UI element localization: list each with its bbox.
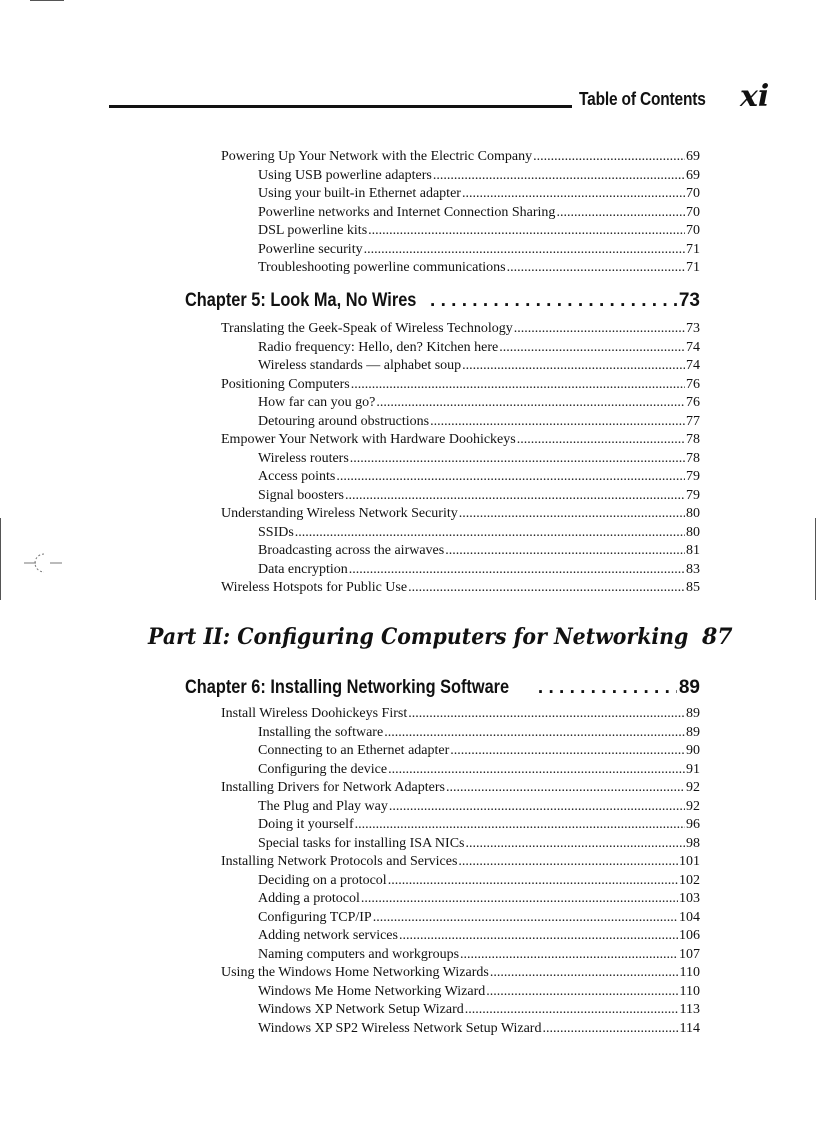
toc-entry-page: 85	[686, 580, 700, 595]
toc-entry-page: 92	[686, 780, 700, 795]
toc-entry-title: How far can you go?	[258, 395, 376, 410]
toc-entry-title: Windows Me Home Networking Wizard	[258, 983, 486, 999]
toc-entry-page: 74	[686, 339, 700, 355]
toc-entry-page: 74	[686, 358, 700, 373]
crop-mark	[30, 0, 64, 1]
toc-entry	[258, 542, 700, 561]
leader-dots	[295, 524, 685, 543]
toc-entry-page: 98	[686, 835, 700, 851]
leader-dots	[389, 798, 685, 817]
chapter-heading	[185, 290, 700, 312]
toc-entry-title: Windows XP Network Setup Wizard	[258, 1002, 464, 1017]
toc-entry-title: Powerline networks and Internet Connection Sharing	[258, 204, 556, 220]
toc-entry	[258, 394, 700, 413]
leader-dots	[490, 964, 679, 983]
toc-entry	[258, 761, 700, 780]
toc-entry	[258, 413, 700, 432]
leader-dots	[459, 505, 685, 524]
toc-entry-title: Powerline security	[258, 241, 363, 257]
toc-entry	[221, 579, 700, 598]
toc-entry-page: 79	[686, 487, 700, 503]
toc-entry-page: 78	[686, 432, 700, 447]
toc-entry-title: Deciding on a protocol	[258, 872, 387, 888]
toc-entry	[221, 320, 700, 339]
toc-entry-title: Broadcasting across the airwaves	[258, 543, 445, 558]
leader-dots	[399, 927, 678, 946]
toc-entry-title: Positioning Computers	[221, 376, 350, 392]
toc-entry-page: 113	[679, 1002, 700, 1017]
part-heading	[148, 624, 733, 650]
leader-dots	[430, 290, 677, 312]
leader-dots	[350, 450, 685, 469]
toc-entry-title: Installing the software	[258, 724, 384, 740]
leader-dots	[445, 542, 685, 561]
leader-dots	[388, 761, 685, 780]
toc-entry	[221, 376, 700, 395]
leader-dots	[384, 724, 685, 743]
toc-entry-title: Adding a protocol	[258, 891, 360, 906]
leader-dots	[507, 259, 685, 278]
leader-dots	[499, 339, 685, 358]
toc-entry-page: 78	[686, 450, 700, 466]
toc-entry	[258, 1001, 700, 1020]
toc-entry-page: 102	[679, 872, 700, 888]
toc-entry	[258, 524, 700, 543]
leader-dots	[556, 204, 685, 223]
toc-entry	[258, 890, 700, 909]
leader-dots	[465, 1001, 679, 1020]
toc-entry	[258, 724, 700, 743]
toc-entry	[258, 204, 700, 223]
leader-dots	[376, 394, 685, 413]
part-page: 87	[702, 624, 733, 650]
toc-entry	[221, 148, 700, 167]
toc-entry-page: 76	[686, 395, 700, 410]
header-rule	[109, 105, 572, 108]
toc-entry	[258, 983, 700, 1002]
toc-entry-page: 103	[679, 891, 700, 906]
toc-entry-page: 83	[686, 561, 700, 577]
toc-entry	[258, 872, 700, 891]
crop-mark	[0, 518, 1, 600]
toc-entry-title: Using your built-in Ethernet adapter	[258, 186, 461, 201]
chapter-heading	[185, 677, 700, 699]
toc-entry	[221, 964, 700, 983]
toc-entry-page: 70	[686, 223, 700, 238]
toc-entry-title: Configuring TCP/IP	[258, 909, 372, 925]
toc-entry-page: 79	[686, 469, 700, 484]
toc-entry	[258, 357, 700, 376]
leader-dots	[538, 677, 677, 699]
leader-dots	[430, 413, 685, 432]
toc-entry-page: 101	[679, 854, 700, 869]
toc-entry	[258, 946, 700, 965]
leader-dots	[514, 320, 685, 339]
toc-entry-page: 69	[686, 149, 700, 164]
leader-dots	[388, 872, 678, 891]
toc-entry-title: Data encryption	[258, 561, 348, 577]
toc-entry-page: 71	[686, 241, 700, 257]
leader-dots	[336, 468, 685, 487]
toc-entry-title: Using USB powerline adapters	[258, 167, 432, 183]
toc-entry-title: Using the Windows Home Networking Wizards	[221, 965, 489, 980]
toc-entry-title: Windows XP SP2 Wireless Network Setup Wizard	[258, 1020, 542, 1036]
leader-dots	[349, 561, 685, 580]
toc-entry-title: Doing it yourself	[258, 817, 354, 832]
toc-entry-title: Signal boosters	[258, 487, 344, 503]
registration-mark-icon	[22, 548, 62, 578]
toc-entry-title: Special tasks for installing ISA NICs	[258, 835, 465, 851]
toc-entry	[258, 222, 700, 241]
leader-dots	[368, 222, 685, 241]
toc-entry	[258, 798, 700, 817]
toc-entry	[258, 468, 700, 487]
toc-entry-page: 80	[686, 524, 700, 540]
toc-entry-title: SSIDs	[258, 524, 294, 540]
toc-entry-page: 70	[686, 204, 700, 220]
page-number: xi	[740, 79, 770, 114]
leader-dots	[458, 853, 678, 872]
toc-entry	[258, 909, 700, 928]
toc-entry-page: 106	[679, 928, 700, 943]
toc-entry-title: Installing Network Protocols and Services	[221, 854, 458, 869]
toc-entry-title: Wireless routers	[258, 450, 349, 466]
toc-entry-page: 71	[686, 260, 700, 275]
leader-dots	[486, 983, 678, 1002]
toc-entry-title: Understanding Wireless Network Security	[221, 506, 458, 521]
toc-entry	[221, 779, 700, 798]
toc-entry-page: 89	[686, 724, 700, 740]
toc-entry	[258, 259, 700, 278]
toc-entry	[258, 487, 700, 506]
leader-dots	[373, 909, 678, 928]
toc-entry-page: 104	[679, 909, 700, 925]
toc-entry	[258, 167, 700, 186]
toc-entry	[221, 705, 700, 724]
toc-entry	[258, 1020, 700, 1039]
toc-entry-title: Install Wireless Doohickeys First	[221, 706, 408, 721]
leader-dots	[433, 167, 685, 186]
toc-entry-page: 114	[679, 1020, 700, 1036]
toc-entry-title: Radio frequency: Hello, den? Kitchen here	[258, 339, 499, 355]
part-title: Part II: Configuring Computers for Networking	[148, 624, 689, 650]
toc-entry-title: Wireless Hotspots for Public Use	[221, 580, 408, 595]
toc-entry	[258, 742, 700, 761]
toc-entry-title: DSL powerline kits	[258, 223, 368, 238]
leader-dots	[364, 241, 685, 260]
toc-entry	[258, 816, 700, 835]
toc-entry-page: 89	[686, 706, 700, 721]
toc-entry-title: Wireless standards — alphabet soup	[258, 358, 462, 373]
toc-entry-title: Adding network services	[258, 928, 398, 943]
leader-dots	[542, 1020, 678, 1039]
toc-entry-title: Installing Drivers for Network Adapters	[221, 780, 445, 795]
running-header-title: Table of Contents	[579, 89, 706, 109]
leader-dots	[408, 579, 685, 598]
toc-entry-title: Translating the Geek-Speak of Wireless Technology	[221, 321, 513, 336]
toc-entry	[258, 561, 700, 580]
leader-dots	[351, 376, 685, 395]
toc-entry-page: 69	[686, 167, 700, 183]
toc-entry	[258, 185, 700, 204]
toc-entry-page: 81	[686, 543, 700, 558]
leader-dots	[361, 890, 678, 909]
leader-dots	[533, 148, 685, 167]
toc-entry-title: Naming computers and workgroups	[258, 946, 460, 962]
toc-entry-page: 92	[686, 798, 700, 814]
toc-entry-page: 96	[686, 817, 700, 832]
toc-entry	[221, 431, 700, 450]
toc-entry	[258, 339, 700, 358]
chapter-page: 73	[678, 290, 700, 311]
chapter-page: 89	[678, 677, 700, 698]
leader-dots	[517, 431, 685, 450]
leader-dots	[460, 946, 678, 965]
leader-dots	[462, 185, 685, 204]
leader-dots	[462, 357, 685, 376]
toc-entry	[258, 835, 700, 854]
leader-dots	[466, 835, 686, 854]
toc-entry-page: 90	[686, 743, 700, 758]
toc-entry	[221, 505, 700, 524]
toc-entry-page: 91	[686, 761, 700, 777]
toc-entry	[221, 853, 700, 872]
toc-entry	[258, 927, 700, 946]
toc-entry-page: 80	[686, 506, 700, 521]
toc-entry	[258, 241, 700, 260]
toc-entry-page: 70	[686, 186, 700, 201]
leader-dots	[355, 816, 685, 835]
toc-entry-page: 110	[679, 983, 700, 999]
leader-dots	[450, 742, 685, 761]
toc-entry-title: Access points	[258, 469, 336, 484]
toc-entry-title: Empower Your Network with Hardware Doohickeys	[221, 432, 516, 447]
toc-entry-title: Configuring the device	[258, 761, 388, 777]
toc-entry-title: Detouring around obstructions	[258, 413, 430, 429]
toc-entry-title: Powering Up Your Network with the Electric Company	[221, 149, 533, 164]
leader-dots	[408, 705, 685, 724]
leader-dots	[345, 487, 685, 506]
chapter-title: Chapter 5: Look Ma, No Wires	[185, 290, 417, 311]
toc-entry-title: Connecting to an Ethernet adapter	[258, 743, 450, 758]
toc-entry-page: 110	[679, 965, 700, 980]
toc-entry	[258, 450, 700, 469]
toc-entry-page: 77	[686, 413, 700, 429]
toc-entry-page: 107	[679, 946, 700, 962]
chapter-title: Chapter 6: Installing Networking Software	[185, 677, 510, 698]
toc-entry-title: The Plug and Play way	[258, 798, 388, 814]
leader-dots	[446, 779, 685, 798]
toc-entry-title: Troubleshooting powerline communications	[258, 260, 506, 275]
toc-entry-page: 73	[686, 321, 700, 336]
toc-entry-page: 76	[686, 376, 700, 392]
